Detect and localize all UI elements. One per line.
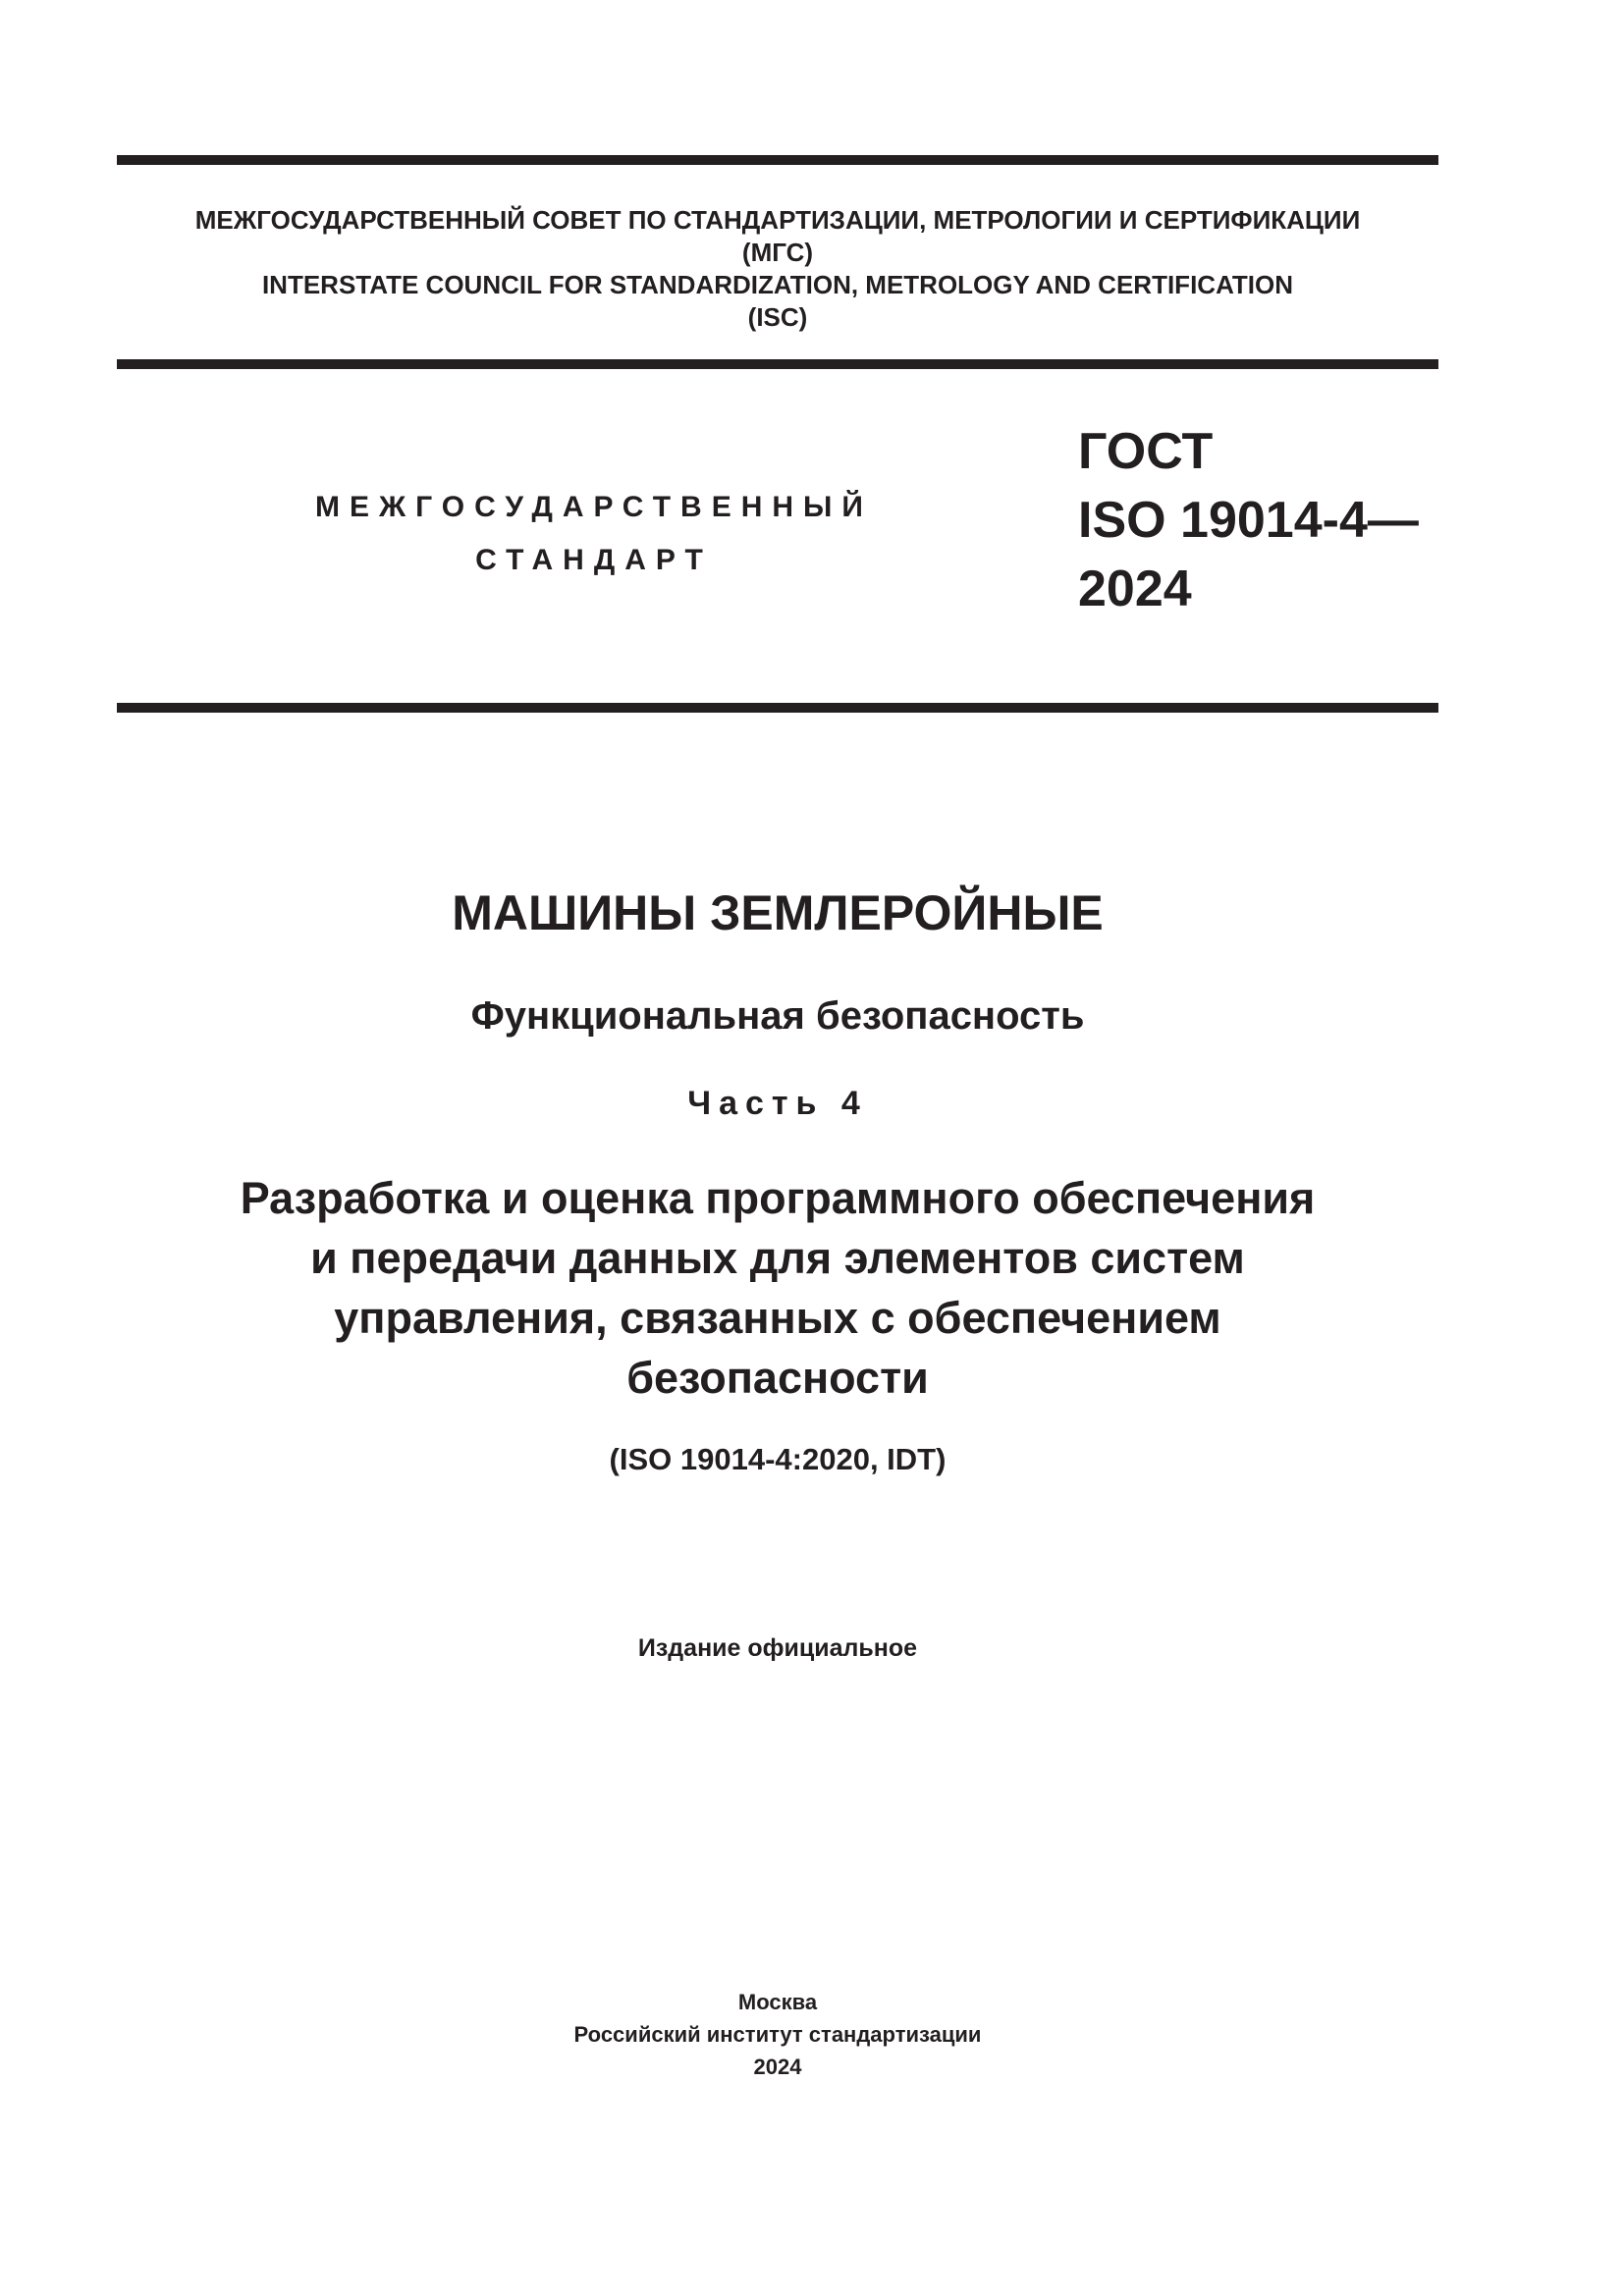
part-number: Часть 4 [687,1085,868,1122]
standard-kind-line2: СТАНДАРТ [475,544,713,576]
designation-line2: ISO 19014-4— [1078,492,1419,549]
imprint-year: 2024 [753,2055,802,2079]
top-rule [117,155,1438,165]
council-name-en: INTERSTATE COUNCIL FOR STANDARDIZATION, METROLOGY AND CERTIFICATION [261,270,1294,299]
standard-kind-line1: МЕЖГОСУДАРСТВЕННЫЙ [315,491,873,523]
edition-note: Издание официальное [637,1634,918,1662]
imprint [117,1986,1438,2083]
iso-reference: (ISO 19014-4:2020, IDT) [609,1442,947,1476]
document-subtitle: Функциональная безопасность [470,994,1085,1038]
designation-rule [117,703,1438,713]
part-title-line: безопасности [626,1353,929,1403]
imprint-city: Москва [737,1990,818,2014]
header-rule [117,359,1438,369]
part-title-line: Разработка и оценка программного обеспечения [240,1173,1316,1223]
council-abbr-ru: (МГС) [741,238,814,267]
part-title-line: и передачи данных для элементов систем [310,1233,1245,1283]
standard-designation [1078,417,1419,623]
standard-kind [285,481,903,587]
designation-line3: 2024 [1078,561,1192,617]
council-name-ru: МЕЖГОСУДАРСТВЕННЫЙ СОВЕТ ПО СТАНДАРТИЗАЦИИ, МЕТРОЛОГИИ И СЕРТИФИКАЦИИ [194,205,1361,235]
council-header [117,204,1438,334]
council-abbr-en: (ISC) [747,302,808,332]
imprint-publisher: Российский институт стандартизации [573,2022,982,2047]
designation-line1: ГОСТ [1078,423,1214,480]
part-title-line: управления, связанных с обеспечением [334,1293,1221,1343]
part-title [117,1168,1438,1408]
document-title: МАШИНЫ ЗЕМЛЕРОЙНЫЕ [452,885,1104,940]
